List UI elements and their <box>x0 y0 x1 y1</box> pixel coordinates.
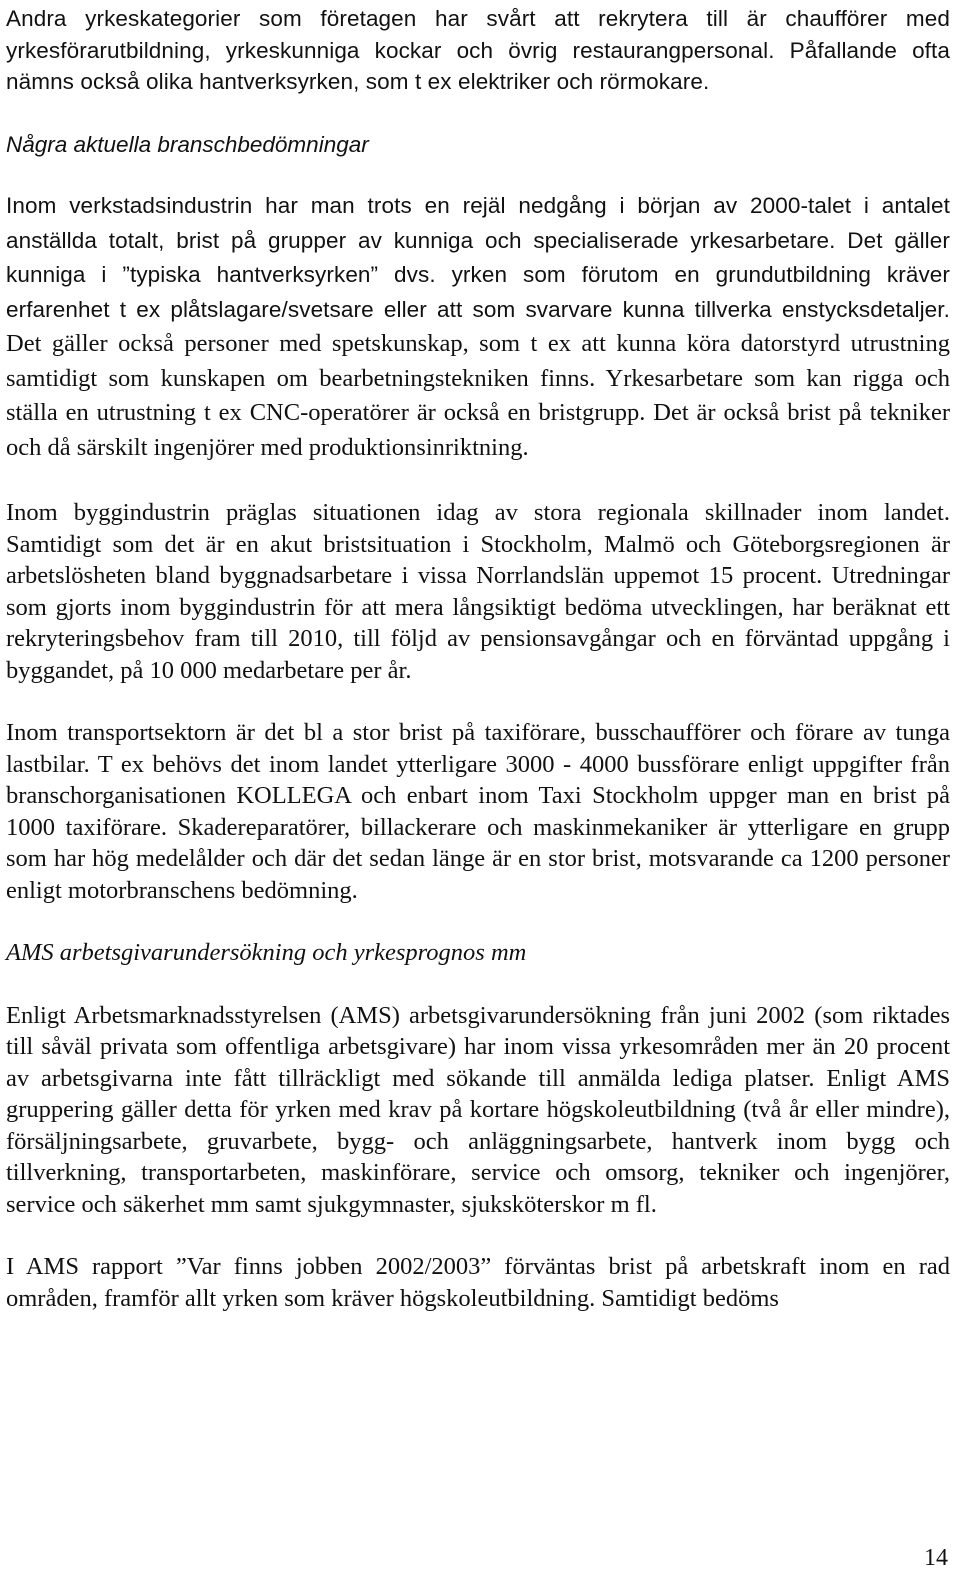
intro-paragraph: Andra yrkeskategorier som företagen har svårt att rekrytera till är chaufförer med yrkesförarutbildning, yrkeskunniga kockar och övrig restaurangpersonal. Påfallande ofta nämns också olika hantverksyrken, som t ex elektriker och rörmokare. <box>6 6 950 94</box>
verkstad-text-serif: Det gäller också personer med spetskunskap, som t ex att kunna köra datorstyrd utrustning samtidigt som kunskapen om bearbetningstekniken finns. Yrkesarbetare som kan rigga och ställa en utrustning t ex CNC-operatörer är också en bristgrupp. Det är också brist på tekniker och då särskilt ingenjörer med produktionsinriktning. <box>6 330 950 461</box>
bygg-paragraph: Inom byggindustrin präglas situationen idag av stora regionala skillnader inom landet. Samtidigt som det är en akut bristsituation i Stockholm, Malmö och Göteborgsregionen är arbetslösheten bland byggnadsarbetare i vissa Norrlandslän uppemot 15 procent. Utredningar som gjorts inom byggindustrin för att mera långsiktigt bedöma utvecklingen, har beräknat ett rekryteringsbehov fram till 2010, till följd av pensionsavgångar och en förväntad uppgång i byggandet, på 10 000 medarbetare per år. <box>6 499 950 684</box>
rapport-paragraph: I AMS rapport ”Var finns jobben 2002/2003” förväntas brist på arbetskraft inom en rad områden, framför allt yrken som kräver högskoleutbildning. Samtidigt bedöms <box>6 1253 950 1312</box>
section-heading-ams: AMS arbetsgivarundersökning och yrkesprognos mm <box>6 939 527 966</box>
ams-paragraph: Enligt Arbetsmarknadsstyrelsen (AMS) arbetsgivarundersökning från juni 2002 (som riktades till såväl privata som offentliga arbetsgivare) har inom vissa yrkesområden mer än 20 procent av arbetsgivarna inte fått tillräckligt med sökande till anmälda lediga platser. Enligt AMS gruppering gäller detta för yrken med krav på kortare högskoleutbildning (två år eller mindre), försäljningsarbete, gruvarbete, bygg- och anläggningsarbete, hantverk inom bygg och tillverkning, transportarbeten, maskinförare, service och omsorg, tekniker och ingenjörer, service och säkerhet mm samt sjukgymnaster, sjuksköterskor m fl. <box>6 1001 950 1218</box>
page-number: 14 <box>924 1545 948 1571</box>
verkstad-paragraph <box>6 190 950 466</box>
transport-paragraph: Inom transportsektorn är det bl a stor brist på taxiförare, busschaufförer och förare av tunga lastbilar. T ex behövs det inom landet ytterligare 3000 - 4000 bussförare enligt uppgifter från branschorganisationen KOLLEGA och enbart inom Taxi Stockholm uppger man en brist på 1000 taxiförare. Skadereparatörer, billackerare och maskinmekaniker är ytterligare en grupp som har hög medelålder och där det sedan länge är en stor brist, motsvarande ca 1200 personer enligt motorbranschens bedömning. <box>6 719 950 904</box>
section-heading-branschbedomningar: Några aktuella branschbedömningar <box>6 131 369 157</box>
verkstad-text-sans: Inom verkstadsindustrin har man trots en rejäl nedgång i början av 2000-talet i antalet anställda totalt, brist på grupper av kunniga och specialiserade yrkesarbetare. Det gäller kunniga i ”typiska hantverksyrken” dvs. yrken som förutom en grundutbildning kräver erfarenhet t ex plåtslagare/svetsare eller att som svarvare kunna tillverka enstycksdetaljer. <box>6 193 950 322</box>
document-page <box>6 0 950 1314</box>
